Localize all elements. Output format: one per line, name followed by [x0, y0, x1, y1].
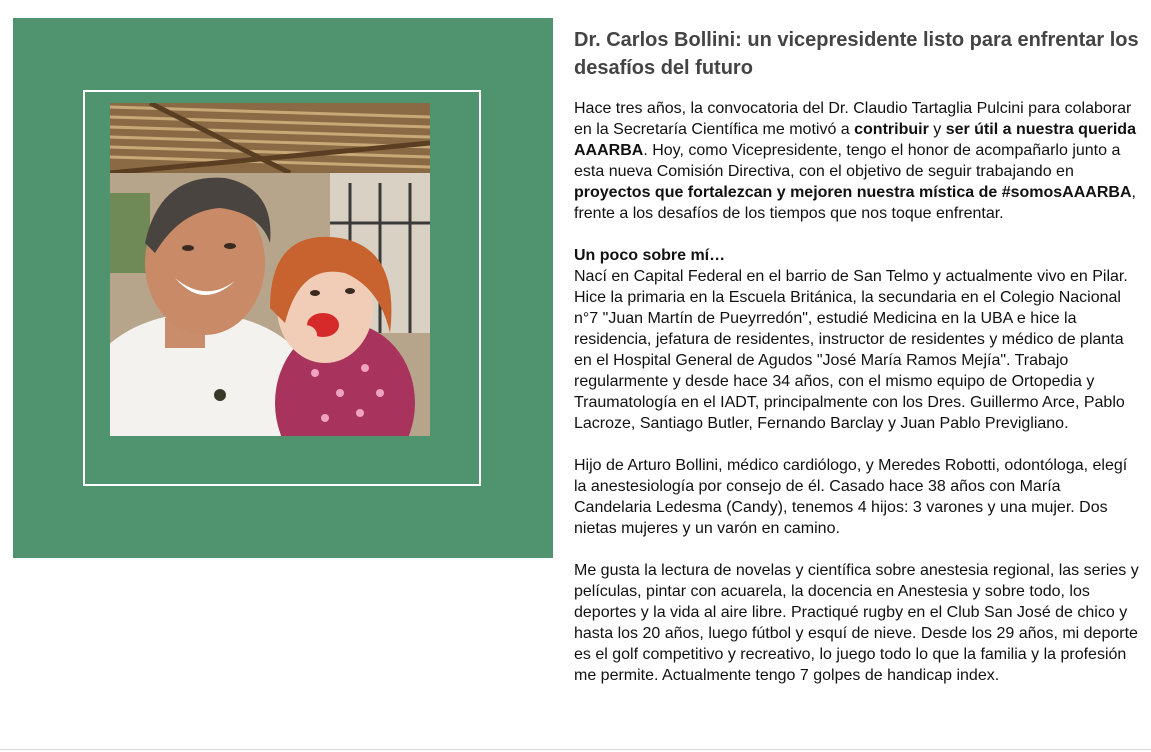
intro-text-1: Hace tres años, la convocatoria del Dr. Claudio Tartaglia Pulcini para colaborar en la Secretaría Científica me motivó a: [574, 100, 1132, 138]
bottom-divider: [0, 749, 1151, 750]
family-paragraph: Hijo de Arturo Bollini, médico cardiólogo, y Meredes Robotti, odontóloga, elegí la anestesiología por consejo de él. Casado hace 38 años con María Candelaria Ledesma (Candy), tenemos 4 hijos: 3 varones y una mujer. Dos nietas mujeres y un varón en camino.: [574, 457, 1128, 537]
intro-bold-3: proyectos que fortalezcan y mejoren nuestra mística de #somosAAARBA: [574, 184, 1132, 201]
intro-text-2: y: [928, 121, 946, 138]
hobbies-paragraph: Me gusta la lectura de novelas y científica sobre anestesia regional, las series y películas, pintar con acuarela, la docencia en Anestesia y sobre todo, los deportes y la vida al aire libre. Practiqué rugby en el Club San José de chico y hasta los 20 años, luego fútbol y esquí de nieve. Desde los 29 años, mi deporte es el golf competitivo y recreativo, lo juego todo lo que la familia y la profesión me permite. Actualmente tengo 7 golpes de handicap index.: [574, 562, 1139, 684]
article-title: Dr. Carlos Bollini: un vicepresidente listo para enfrentar los desafíos del futuro: [574, 29, 1139, 79]
about-text: Nací en Capital Federal en el barrio de San Telmo y actualmente vivo en Pilar. Hice la primaria en la Escuela Británica, la secundaria en el Colegio Nacional n°7 "Juan Martín de Pueyrredón", estudié Medicina en la UBA e hice la residencia, jefatura de residentes, instructor de residentes y médico de planta en el Hospital General de Agudos "José María Ramos Mejía". Trabajo regularmente y desde hace 34 años, con el mismo equipo de Ortopedia y Traumatología en el IADT, principalmente con los Dres. Guillermo Arce, Pablo Lacroze, Santiago Butler, Fernando Barclay y Juan Pablo Previgliano.: [574, 268, 1128, 432]
intro-text-4: , frente a los desafíos de los tiempos que nos toque enfrentar.: [574, 184, 1136, 222]
portrait-photo: [110, 103, 430, 436]
intro-bold-2: ser útil a nuestra querida AAARBA: [574, 121, 1136, 159]
about-heading: Un poco sobre mí…: [574, 247, 726, 264]
about-paragraph: [574, 245, 1142, 434]
portrait-photo-icon: [110, 103, 430, 436]
intro-bold-1: contribuir: [854, 121, 929, 138]
intro-paragraph: [574, 98, 1142, 224]
intro-text-3: . Hoy, como Vicepresidente, tengo el honor de acompañarlo junto a esta nueva Comisión Directiva, con el objetivo de seguir trabajando en: [574, 142, 1121, 180]
article: [574, 26, 1142, 707]
